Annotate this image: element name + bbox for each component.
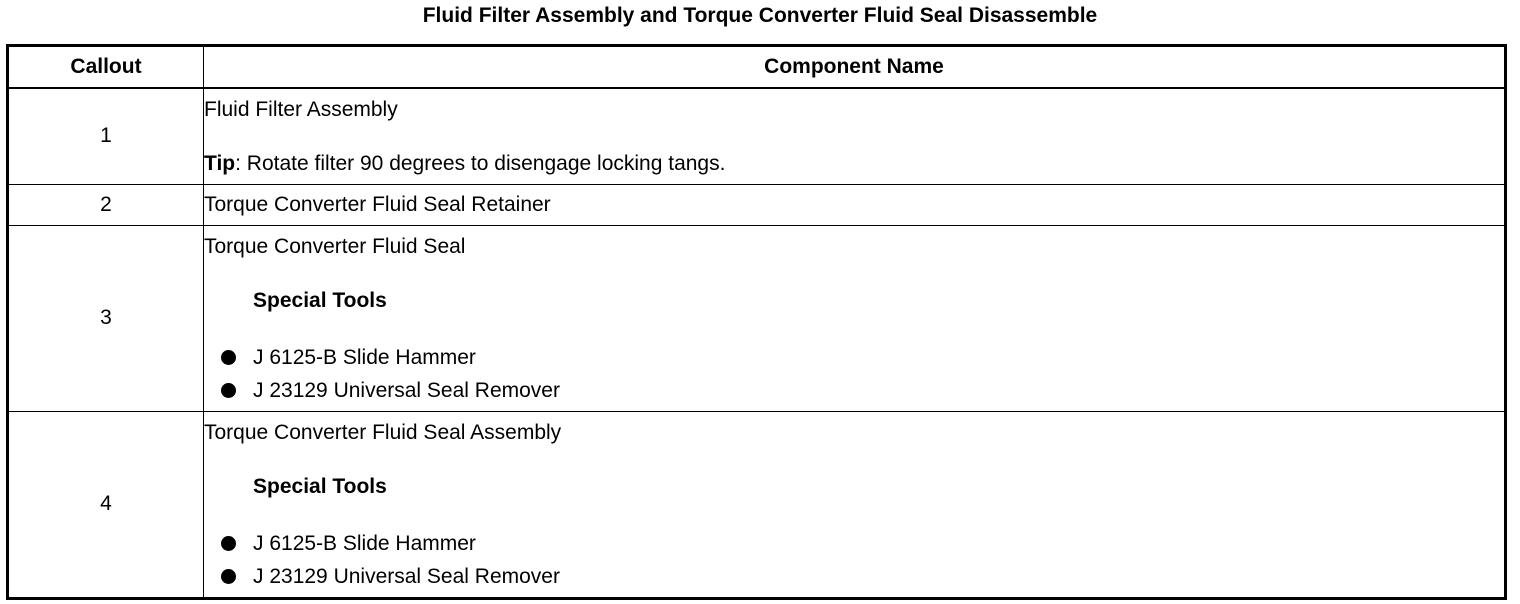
component-name: Torque Converter Fluid Seal Assembly bbox=[204, 420, 562, 444]
tip-label: Tip bbox=[204, 152, 236, 175]
tool-name: J 23129 Universal Seal Remover bbox=[253, 378, 560, 402]
component-cell bbox=[204, 411, 1506, 598]
list-item bbox=[204, 560, 1504, 593]
bullet-icon bbox=[221, 350, 236, 365]
table-row bbox=[8, 88, 1506, 184]
component-cell bbox=[204, 225, 1506, 411]
component-name: Torque Converter Fluid Seal Retainer bbox=[204, 193, 551, 216]
table-header-row bbox=[8, 46, 1506, 89]
column-header-callout: Callout bbox=[8, 46, 204, 89]
component-cell bbox=[204, 184, 1506, 225]
document-title: Fluid Filter Assembly and Torque Converter Fluid Seal Disassemble bbox=[422, 4, 1098, 27]
bullet-icon bbox=[221, 569, 236, 584]
callout-cell: 4 bbox=[8, 411, 204, 598]
special-tools-heading: Special Tools bbox=[253, 288, 387, 312]
table-row bbox=[8, 225, 1506, 411]
list-item bbox=[204, 527, 1504, 560]
column-header-component-name: Component Name bbox=[204, 46, 1506, 89]
special-tools-heading: Special Tools bbox=[253, 474, 387, 498]
components-table bbox=[6, 44, 1507, 600]
tool-name: J 6125-B Slide Hammer bbox=[253, 531, 476, 555]
callout-cell: 1 bbox=[8, 88, 204, 184]
table-row bbox=[8, 184, 1506, 225]
callout-cell: 2 bbox=[8, 184, 204, 225]
callout-cell: 3 bbox=[8, 225, 204, 411]
component-name: Fluid Filter Assembly bbox=[204, 98, 398, 121]
table-row bbox=[8, 411, 1506, 598]
list-item bbox=[204, 341, 1504, 374]
bullet-icon bbox=[221, 383, 236, 398]
list-item bbox=[204, 374, 1504, 407]
special-tools-list bbox=[204, 527, 1504, 593]
tip-text: : Rotate filter 90 degrees to disengage locking tangs. bbox=[235, 152, 726, 175]
component-cell bbox=[204, 88, 1506, 184]
bullet-icon bbox=[221, 536, 236, 551]
tool-name: J 23129 Universal Seal Remover bbox=[253, 564, 560, 588]
tip-note bbox=[204, 150, 1504, 177]
tool-name: J 6125-B Slide Hammer bbox=[253, 345, 476, 369]
component-name: Torque Converter Fluid Seal bbox=[204, 234, 466, 258]
special-tools-list bbox=[204, 341, 1504, 407]
